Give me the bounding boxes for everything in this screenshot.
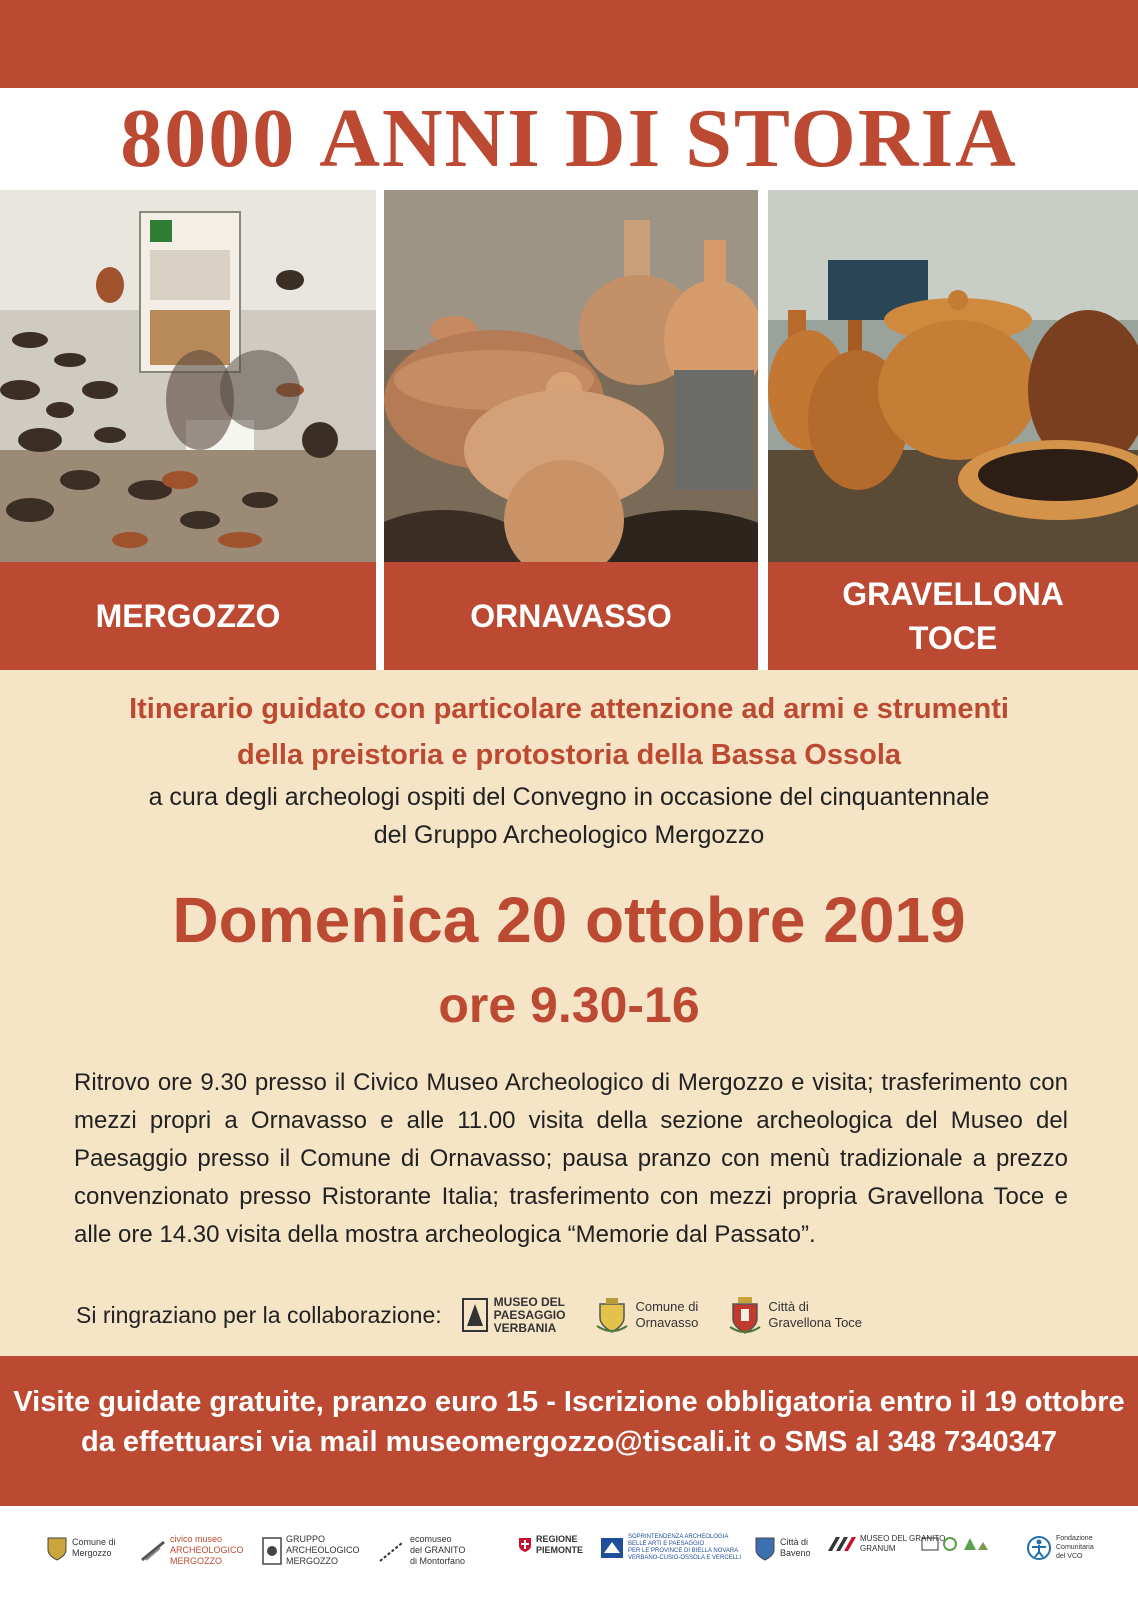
photo-gravellona [768,190,1138,562]
label-mergozzo [0,562,376,670]
ecomuseo-icon [378,1539,406,1563]
logo-text: ecomuseo del GRANITO di Montorfano [410,1534,466,1566]
logo-text: MUSEO DEL GRANITO GRANUM [860,1534,946,1553]
photo-ornavasso [384,190,758,562]
top-band [0,0,1138,88]
label-text: ORNAVASSO [470,598,672,634]
info-line-2: da effettuarsi via mail museomergozzo@tiscali.it o SMS al 348 7340347 [80,1426,1057,1458]
label-text: MERGOZZO [95,598,281,634]
intro-line-3: a cura degli archeologi ospiti del Convegno in occasione del cinquantennale [148,783,990,811]
museum-stroke-icon [140,1540,166,1562]
info-band [0,1356,1138,1506]
sponsor-citta-gravellona [728,1295,862,1335]
logo-text: civico museo ARCHEOLOGICO MERGOZZO [170,1534,244,1566]
title-number: 8000 [120,92,297,185]
intro-line-1: Itinerario guidato con particolare attenzione ad armi e strumenti [129,693,1009,725]
info-line-1: Visite guidate gratuite, pranzo euro 15 - Iscrizione obbligatoria entro il 19 ottobre [13,1386,1125,1418]
logo-ecomuseo-granito [378,1534,465,1567]
logo-soprintendenza [600,1534,741,1562]
label-text: GRAVELLONA TOCE [842,576,1064,656]
logo-fondazione-vco [1026,1534,1094,1561]
museo-paesaggio-logo-icon [462,1298,488,1332]
ornavasso-crest-icon [595,1296,629,1334]
intro-line-4: del Gruppo Archeologico Mergozzo [373,821,765,849]
gruppo-archeologico-icon [262,1537,282,1565]
logo-text: Fondazione Comunitaria del VCO [1056,1535,1094,1560]
column-mergozzo [0,190,376,670]
granum-icon [826,1535,856,1553]
baveno-crest-icon [754,1534,776,1562]
logo-text: Città di Baveno [780,1537,811,1558]
logo-text: SOPRINTENDENZA ARCHEOLOGIA BELLE ARTI E PAESAGGIO PER LE PROVINCE DI BIELLA NOVARA VERBANO-CUSIO-OSSOLA E VERCELLI [628,1534,742,1561]
partner-marks-icon [920,1534,990,1556]
sponsor-name: Città di Gravellona Toce [768,1299,863,1330]
sponsor-comune-ornavasso [595,1296,698,1334]
poster-title [0,88,1138,190]
photo-strip [0,190,1138,670]
label-gravellona-toce [768,562,1138,670]
thanks-section [76,1290,1076,1340]
fondazione-figure-icon [1026,1535,1052,1561]
sponsor-name: Comune di Ornavasso [635,1299,699,1330]
thanks-label: Si ringraziano per la collaborazione: [76,1301,442,1328]
event-date: Domenica 20 ottobre 2019 [172,884,966,956]
logo-gruppo-archeologico [262,1534,360,1567]
photo-mergozzo [0,190,376,562]
gravellona-crest-icon [728,1295,762,1335]
label-ornavasso [384,562,758,670]
itinerary-description: Ritrovo ore 9.30 presso il Civico Museo Archeologico di Mergozzo e visita; trasferimento con mezzi propri a Ornavasso e alle 11.00 visita della sezione archeologica del Museo del Paesaggio presso il Comune di Ornavasso; pausa pranzo con menù tradizionale a prezzo convenzionato presso Ristorante Italia; trasferimento con mezzi propria Gravellona Toce e alle ore 14.30 visita della mostra archeologica “Memorie dal Passato”. [74,1069,1068,1248]
logo-text: GRUPPO ARCHEOLOGICO MERGOZZO [286,1534,360,1566]
sponsor-name: MUSEO DEL PAESAGGIO VERBANIA [493,1294,566,1335]
event-time: ore 9.30-16 [438,977,700,1033]
title-band [0,88,1138,190]
logo-text: REGIONE PIEMONTE [536,1534,584,1555]
intro-line-2: della preistoria e protostoria della Bassa Ossola [236,739,902,771]
logo-citta-baveno [754,1534,811,1562]
logo-comune-mergozzo [46,1534,116,1562]
logo-text: Comune di Mergozzo [72,1537,116,1558]
column-gravellona [768,190,1138,670]
intro-section [0,686,1138,854]
column-ornavasso [384,190,758,670]
logo-regione-piemonte [518,1534,583,1556]
footer-logos [0,1506,1138,1600]
sponsor-museo-paesaggio [462,1296,566,1335]
title-words: ANNI DI STORIA [319,92,1018,185]
piemonte-shield-icon [518,1537,532,1553]
soprintendenza-icon [600,1537,624,1559]
logo-unesco-partners [920,1534,990,1556]
mergozzo-crest-icon [46,1534,68,1562]
logo-civico-museo [140,1534,244,1567]
